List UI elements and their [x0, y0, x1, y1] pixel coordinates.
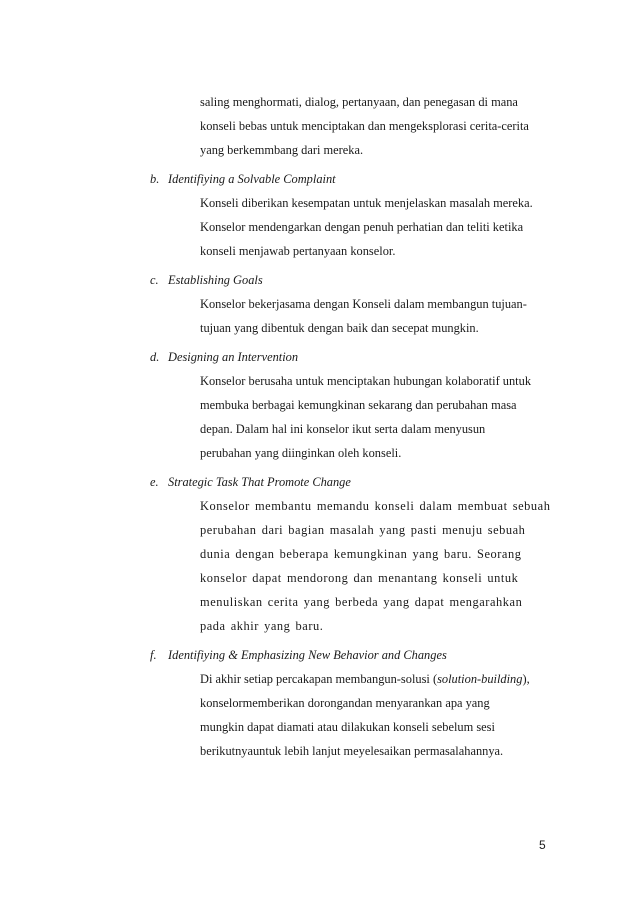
section-letter: e.	[150, 475, 159, 489]
section-title: Designing an Intervention	[168, 350, 299, 364]
body-line: konselormemberikan dorongandan menyarankan apa yang	[200, 696, 490, 710]
body-line: perubahan yang diinginkan oleh konseli.	[200, 446, 402, 460]
body-line: menuliskan cerita yang berbeda yang dapat mengarahkan	[200, 595, 523, 609]
body-line: Konselor mendengarkan dengan penuh perhatian dan teliti ketika	[200, 220, 524, 234]
body-line: tujuan yang dibentuk dengan baik dan secepat mungkin.	[200, 321, 479, 335]
body-line: dunia dengan beberapa kemungkinan yang baru. Seorang	[200, 547, 522, 561]
section-letter: f.	[150, 648, 157, 662]
body-line: Konseli diberikan kesempatan untuk menjelaskan masalah mereka.	[200, 196, 533, 210]
body-line: Konselor berusaha untuk menciptakan hubungan kolaboratif untuk	[200, 374, 532, 388]
section-heading	[150, 349, 298, 365]
section-letter: b.	[150, 172, 160, 186]
section-heading	[150, 171, 336, 187]
body-line: yang berkemmbang dari mereka.	[200, 143, 364, 157]
section-title: Identifiying & Emphasizing New Behavior and Changes	[168, 648, 447, 662]
body-text: ),	[522, 672, 530, 686]
body-line: depan. Dalam hal ini konselor ikut serta dalam menyusun	[200, 422, 486, 436]
section-heading	[150, 647, 447, 663]
section-letter: d.	[150, 350, 160, 364]
section-title: Strategic Task That Promote Change	[168, 475, 351, 489]
body-line: konselor dapat mendorong dan menantang konseli untuk	[200, 571, 519, 585]
body-line: berikutnyauntuk lebih lanjut meyelesaikan permasalahannya.	[200, 744, 504, 758]
body-line: konseli bebas untuk menciptakan dan mengeksplorasi cerita-cerita	[200, 119, 529, 133]
body-line	[200, 671, 530, 687]
body-line: pada akhir yang baru.	[200, 619, 324, 633]
body-line: konseli menjawab pertanyaan konselor.	[200, 244, 396, 258]
section-heading	[150, 474, 351, 490]
body-line: Konselor membantu memandu konseli dalam membuat sebuah	[200, 499, 551, 513]
body-line: Konselor bekerjasama dengan Konseli dalam membangun tujuan-	[200, 297, 527, 311]
body-line: saling menghormati, dialog, pertanyaan, dan penegasan di mana	[200, 95, 518, 109]
body-text: Di akhir setiap percakapan membangun-solusi (	[200, 672, 438, 686]
section-title: Establishing Goals	[168, 273, 263, 287]
body-line: membuka berbagai kemungkinan sekarang dan perubahan masa	[200, 398, 517, 412]
section-title: Identifiying a Solvable Complaint	[168, 172, 336, 186]
page-number: 5	[539, 838, 546, 852]
italic-term: solution-building	[437, 672, 523, 686]
body-line: perubahan dari bagian masalah yang pasti menuju sebuah	[200, 523, 526, 537]
section-heading	[150, 272, 263, 288]
body-line: mungkin dapat diamati atau dilakukan konseli sebelum sesi	[200, 720, 495, 734]
section-letter: c.	[150, 273, 159, 287]
